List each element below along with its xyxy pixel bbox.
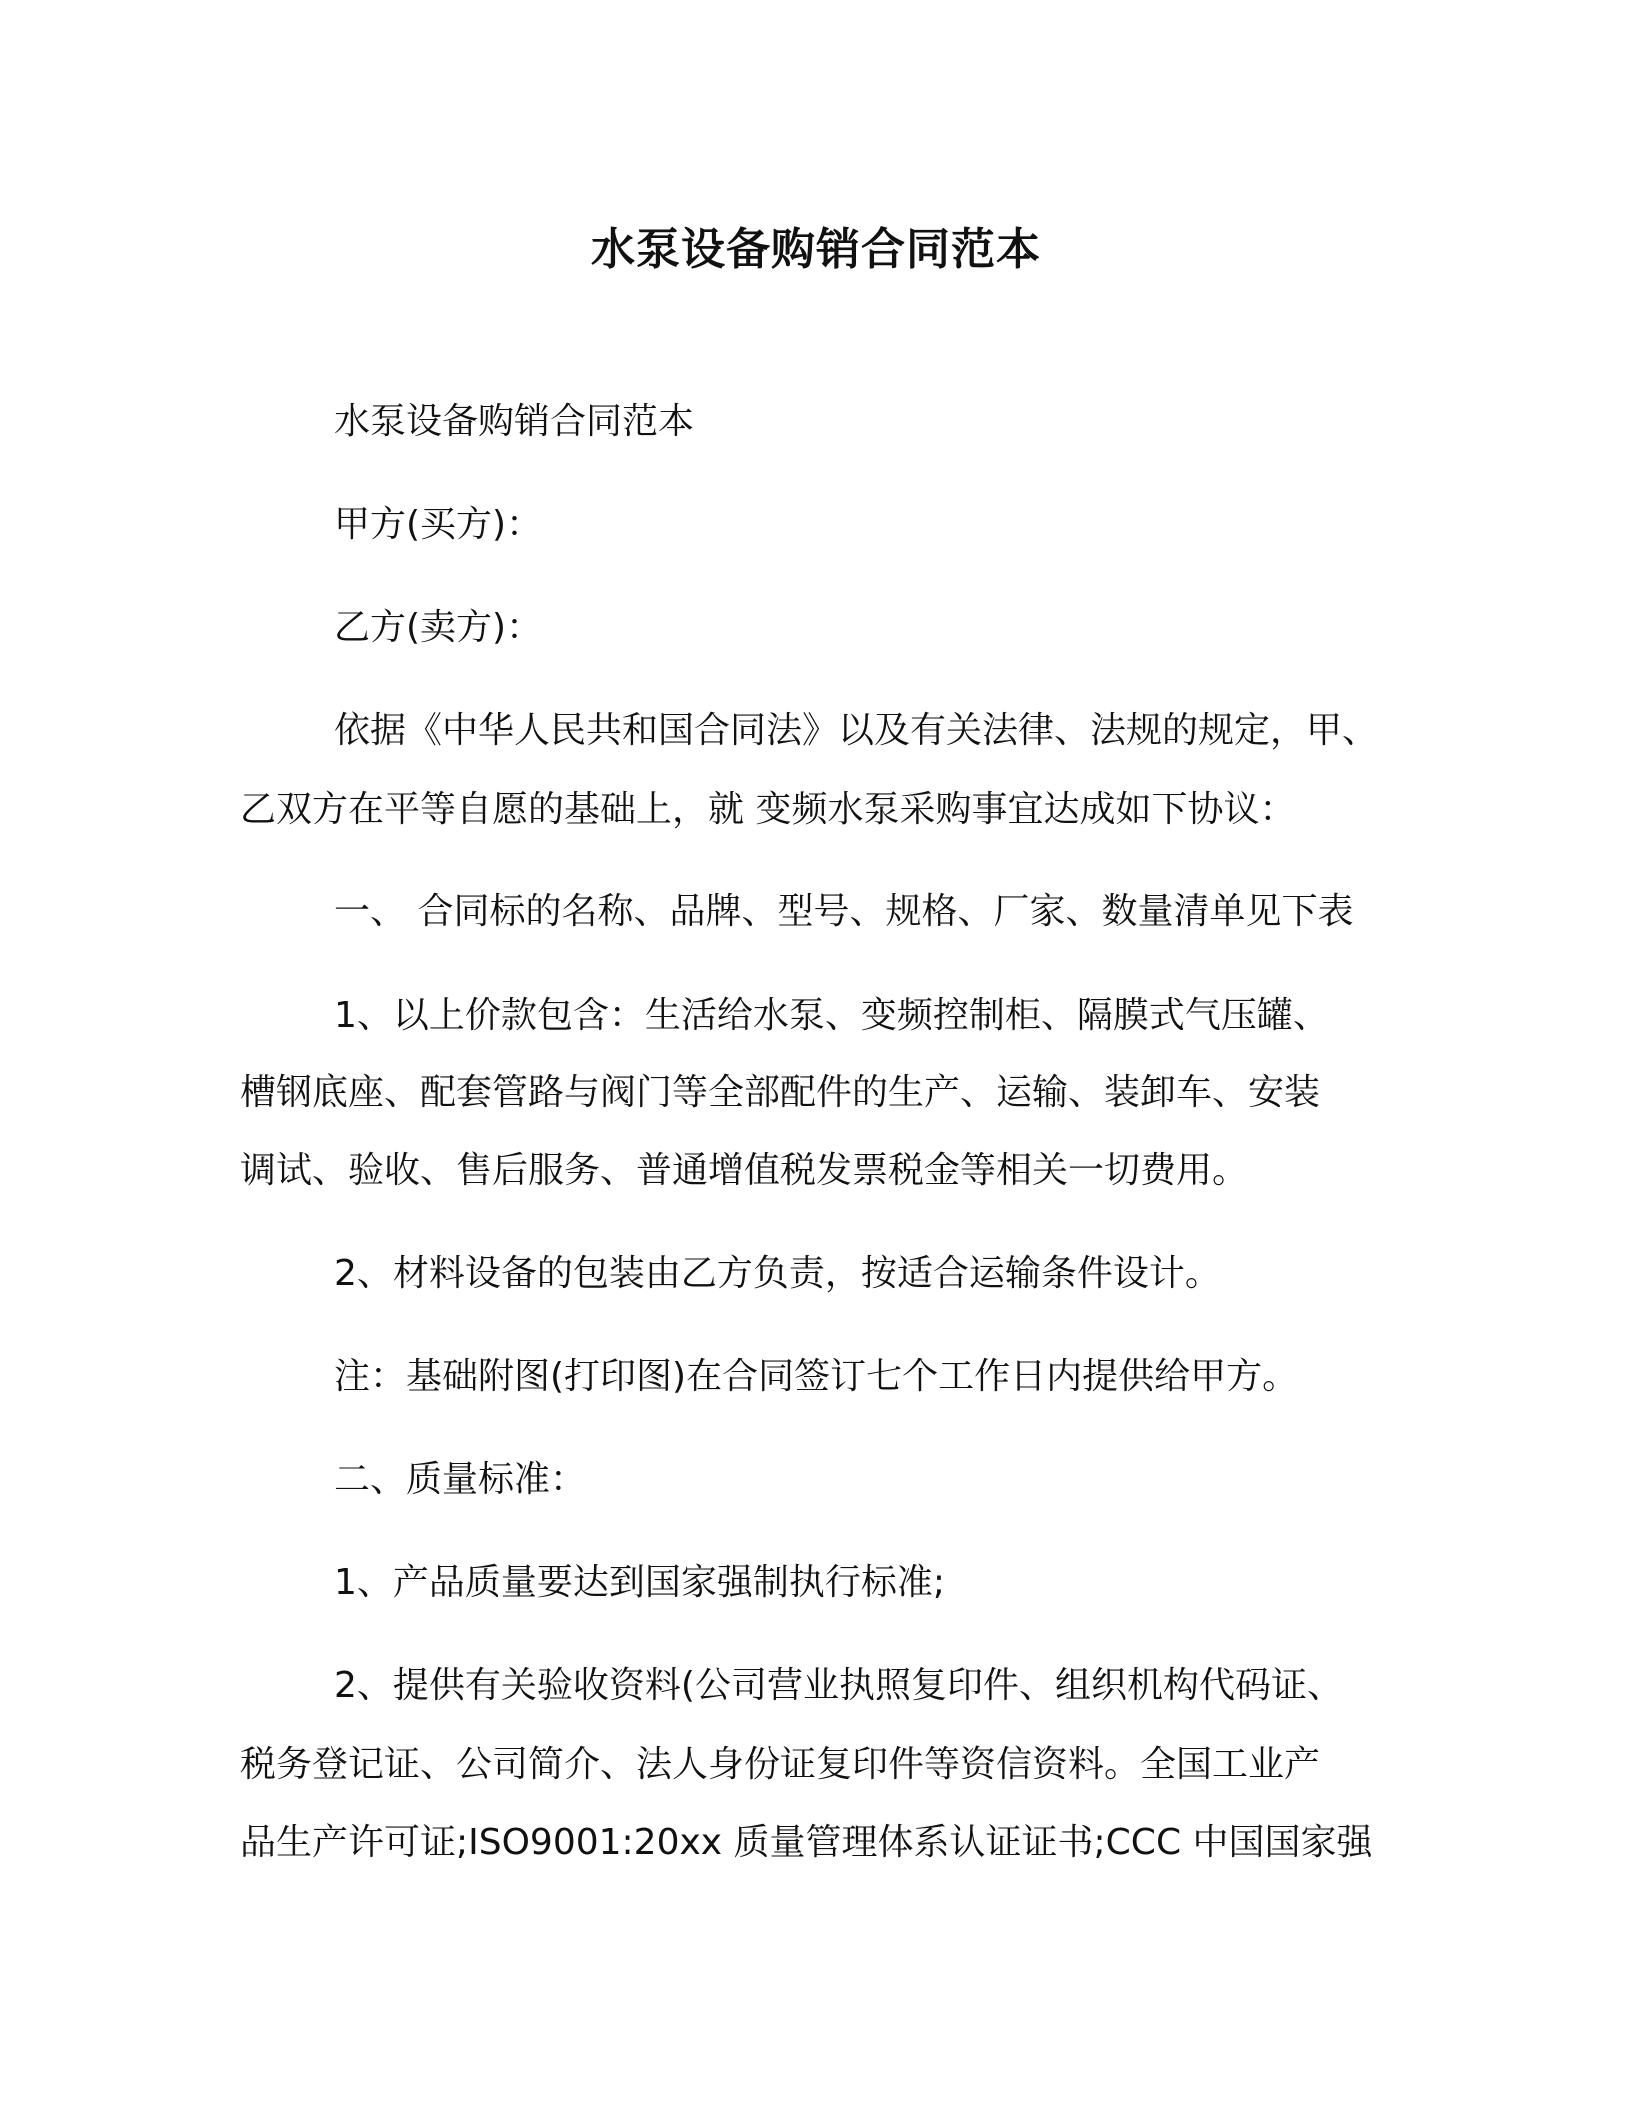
body-line: 1、产品质量要达到国家强制执行标准; [334,1562,946,1603]
body-line: 品生产许可证;ISO9001:20xx 质量管理体系认证证书;CCC 中国国家强 [240,1822,1373,1863]
section-heading-1: 一、 合同标的名称、品牌、型号、规格、厂家、数量清单见下表 [334,891,1354,932]
body-line: 依据《中华人民共和国合同法》以及有关法律、法规的规定，甲、 [334,710,1379,751]
section-heading-2: 二、质量标准： [334,1459,587,1500]
body-line: 税务登记证、公司简介、法人身份证复印件等资信资料。全国工业产 [240,1744,1321,1785]
body-line: 槽钢底座、配套管路与阀门等全部配件的生产、运输、装卸车、安装 [240,1072,1321,1113]
body-line: 1、以上价款包含：生活给水泵、变频控制柜、隔膜式气压罐、 [334,995,1329,1036]
body-line-subtitle: 水泵设备购销合同范本 [334,401,695,442]
body-line: 乙双方在平等自愿的基础上，就 变频水泵采购事宜达成如下协议： [240,789,1296,830]
body-line: 2、材料设备的包装由乙方负责，按适合运输条件设计。 [334,1253,1221,1294]
body-line-party-b: 乙方(卖方)： [334,607,543,648]
body-line-party-a: 甲方(买方)： [334,504,543,545]
body-line-note: 注：基础附图(打印图)在合同签订七个工作日内提供给甲方。 [334,1356,1299,1397]
document-title: 水泵设备购销合同范本 [591,224,1041,275]
body-line: 2、提供有关验收资料(公司营业执照复印件、组织机构代码证、 [334,1665,1343,1706]
body-line: 调试、验收、售后服务、普通增值税发票税金等相关一切费用。 [240,1150,1249,1191]
